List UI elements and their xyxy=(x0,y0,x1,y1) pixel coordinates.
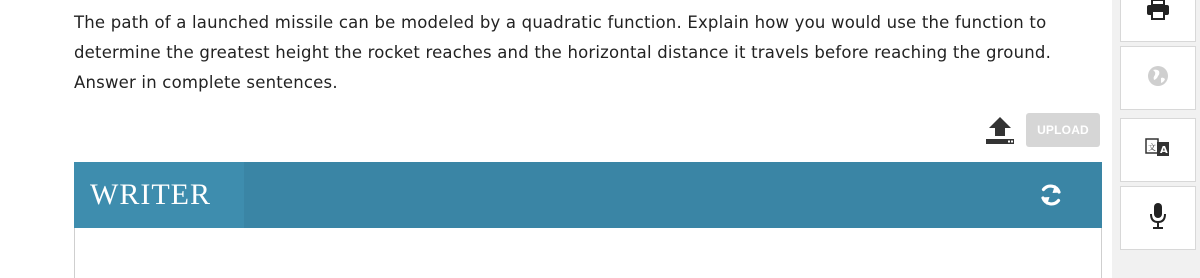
tool-sidebar xyxy=(1112,0,1200,278)
print-button[interactable] xyxy=(1120,0,1196,42)
upload-button[interactable]: UPLOAD xyxy=(1026,113,1100,147)
svg-text:文: 文 xyxy=(1148,142,1156,152)
writer-tab[interactable]: WRITER xyxy=(74,162,244,228)
svg-text:A: A xyxy=(1160,144,1168,156)
microphone-icon xyxy=(1146,201,1170,236)
upload-icon[interactable] xyxy=(984,115,1016,145)
translate-icon xyxy=(1145,137,1171,164)
globe-button[interactable] xyxy=(1120,46,1196,110)
print-icon xyxy=(1144,0,1172,27)
microphone-button[interactable] xyxy=(1120,186,1196,250)
writer-toolbar xyxy=(74,162,1102,228)
answer-editor[interactable] xyxy=(74,228,1102,278)
globe-icon xyxy=(1144,62,1172,95)
question-prompt: The path of a launched missile can be modeled by a quadratic function. Explain how you would use the function to determine the greatest height the rocket reaches and the horizontal distance it travels before reaching the ground. Answer in complete sentences. xyxy=(74,13,1052,92)
refresh-icon[interactable] xyxy=(1037,181,1065,209)
translate-button[interactable] xyxy=(1120,118,1196,182)
